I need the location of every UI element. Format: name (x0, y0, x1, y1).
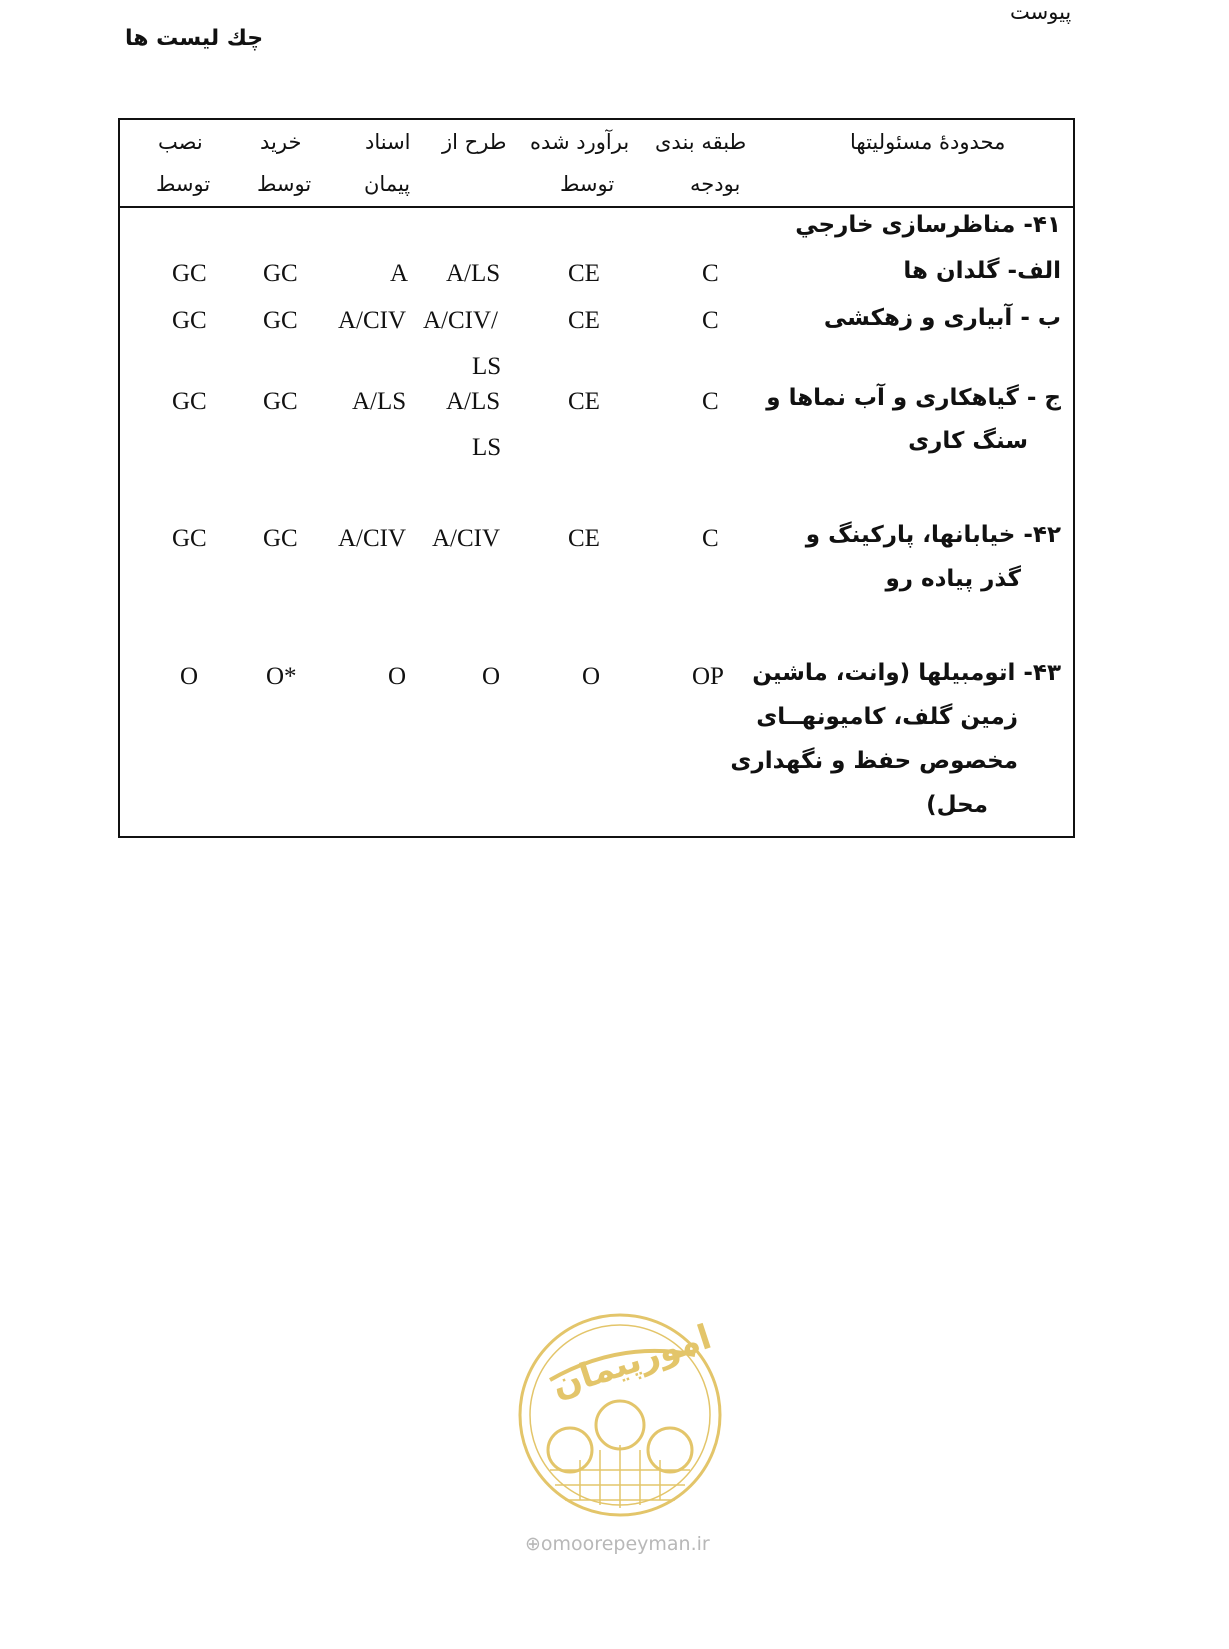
cell-estimate: CE (568, 260, 600, 287)
header-separator (120, 206, 1073, 208)
col-purchase-line2: توسط (257, 172, 312, 196)
col-design: طرح از (442, 130, 507, 154)
globe-icon: ⊕ (525, 1533, 541, 1555)
cell-estimate: CE (568, 307, 600, 334)
cell-install: GC (172, 307, 207, 334)
cell-purchase: GC (263, 525, 298, 552)
cell-budget: C (702, 525, 719, 552)
cell-install: O (180, 663, 199, 690)
cell-contract: A/LS (352, 388, 407, 415)
col-estimate-line2: توسط (560, 172, 615, 196)
col-budget-line2: بودجه (690, 172, 741, 196)
row-label-cont: زمین گلف، کامیونهــای (756, 704, 1018, 730)
cell-budget: C (702, 388, 719, 415)
col-contract-line1: اسناد (365, 130, 411, 154)
cell-design-cont: LS (472, 353, 502, 380)
cell-estimate: CE (568, 388, 600, 415)
cell-purchase: O* (266, 663, 297, 690)
col-install-line2: توسط (156, 172, 211, 196)
section-41-title: ۴۱- مناظرسازی خارجي (795, 212, 1061, 238)
cell-design: A/LS (446, 260, 501, 287)
row-label-cont: گذر پیاده رو (885, 566, 1021, 592)
row-label-cont: محل) (926, 792, 988, 818)
checklists-title: چك ليست ها (125, 26, 264, 51)
row-label-cont: سنگ کاری (908, 428, 1028, 454)
cell-estimate: O (582, 663, 601, 690)
cell-install: GC (172, 525, 207, 552)
cell-budget: C (702, 260, 719, 287)
row-label: الف- گلدان ها (903, 258, 1061, 284)
row-label: ج - گیاهکاری و آب نماها و (766, 385, 1061, 411)
col-purchase-line1: خرید (260, 130, 302, 154)
cell-purchase: GC (263, 260, 298, 287)
cell-install: GC (172, 388, 207, 415)
cell-contract: A/CIV (338, 525, 407, 552)
row-label: ب - آبیاری و زهکشی (823, 305, 1061, 331)
cell-purchase: GC (263, 307, 298, 334)
cell-contract: A (390, 260, 409, 287)
cell-design: A/CIV/ (423, 307, 498, 334)
col-install-line1: نصب (158, 130, 203, 154)
col-estimate-line1: برآورد شده (530, 130, 630, 154)
cell-design: A/CIV (432, 525, 501, 552)
cell-design: O (482, 663, 501, 690)
cell-design: A/LS (446, 388, 501, 415)
omoorepeyman-stamp-logo (510, 1310, 730, 1520)
cell-install: GC (172, 260, 207, 287)
row-label-cont: مخصوص حفظ و نگهداری (730, 748, 1018, 774)
col-budget-line1: طبقه بندی (655, 130, 747, 154)
cell-budget: OP (692, 663, 724, 690)
stamp-logo-text: امورپیمان (547, 1317, 717, 1407)
cell-purchase: GC (263, 388, 298, 415)
cell-design-cont: LS (472, 434, 502, 461)
watermark-site: ⊕omoorepeyman.ir (525, 1533, 710, 1555)
cell-contract: O (388, 663, 407, 690)
row-label: ۴۲- خیابانها، پارکینگ و (805, 522, 1061, 548)
col-contract-line2: پیمان (364, 172, 411, 196)
cell-contract: A/CIV (338, 307, 407, 334)
cell-budget: C (702, 307, 719, 334)
row-label: ۴۳- اتومبیلها (وانت، ماشین (752, 660, 1061, 686)
cell-estimate: CE (568, 525, 600, 552)
appendix-label: پیوست (1010, 0, 1072, 24)
col-scope: محدودهٔ مسئوليتها (850, 130, 1006, 154)
responsibility-table (118, 118, 1075, 838)
